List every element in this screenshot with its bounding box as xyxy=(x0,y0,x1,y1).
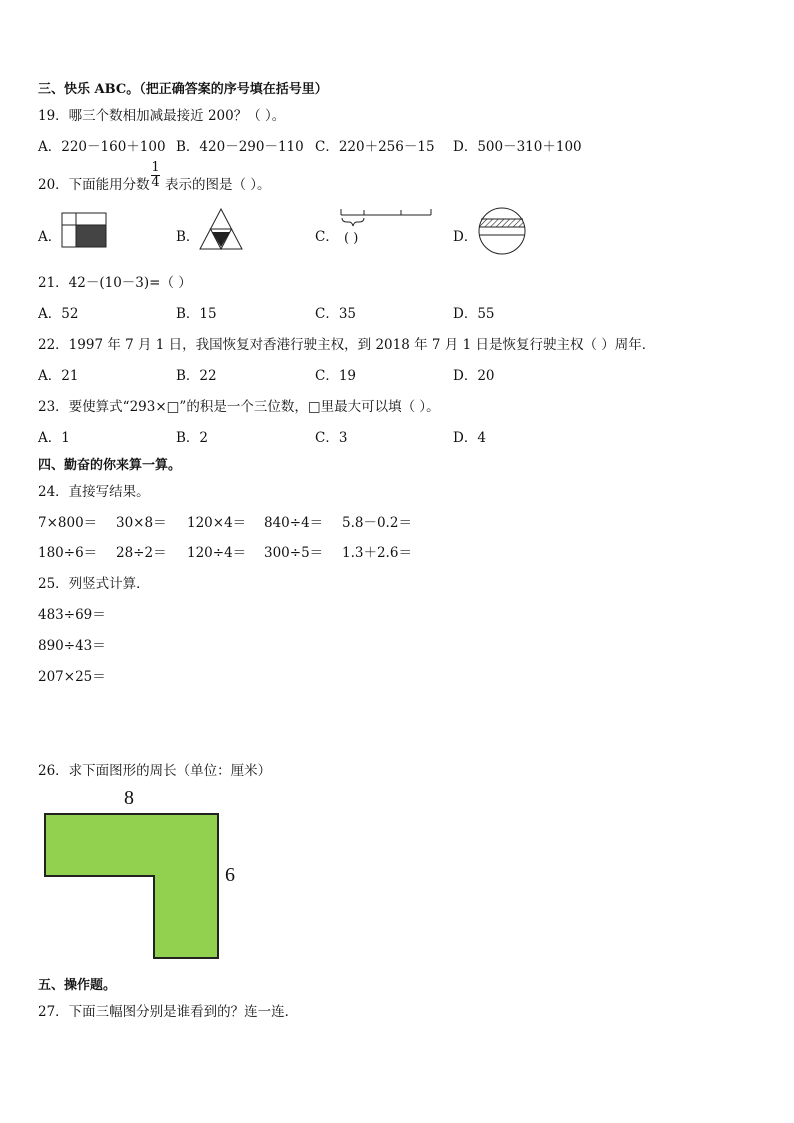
fraction-one-quarter xyxy=(151,161,160,190)
q20-figure-d-circle xyxy=(477,206,527,256)
question-26: 26．求下面图形的周长（单位：厘米） xyxy=(38,763,272,779)
l-shape-figure xyxy=(43,812,221,960)
q22-option-a: A．21 xyxy=(38,368,79,384)
q24-r2-c1: 180÷6＝ xyxy=(38,545,98,561)
q25-item-3: 207×25＝ xyxy=(38,669,106,685)
q24-r1-c1: 7×800＝ xyxy=(38,515,98,531)
question-20-suffix: 表示的图是（ ）。 xyxy=(165,177,271,193)
q23-option-c: C．3 xyxy=(315,430,348,446)
q22-option-d: D．20 xyxy=(453,368,495,384)
q25-item-1: 483÷69＝ xyxy=(38,607,106,623)
section-5-title: 五、操作题。 xyxy=(38,978,117,993)
question-21: 21．42－(10－3)=（ ） xyxy=(38,275,192,291)
q22-option-b: B．22 xyxy=(176,368,217,384)
fraction-numerator: 1 xyxy=(151,160,160,175)
q24-r1-c5: 5.8－0.2＝ xyxy=(342,515,412,531)
q20-option-d-label: D． xyxy=(453,229,478,245)
q24-r2-c3: 120÷4＝ xyxy=(187,545,247,561)
q20-figure-a-square-quarter xyxy=(61,212,107,248)
question-20-prefix: 20．下面能用分数 xyxy=(38,177,150,193)
section-4-title: 四、勤奋的你来算一算。 xyxy=(38,458,182,473)
q20-figure-c-segment-brace xyxy=(338,208,434,230)
question-23: 23．要使算式“293×□”的积是一个三位数，□里最大可以填（ ）。 xyxy=(38,399,440,415)
l-shape-polygon xyxy=(45,814,218,958)
question-25: 25．列竖式计算． xyxy=(38,576,150,592)
q24-r1-c3: 120×4＝ xyxy=(187,515,247,531)
q20-option-a-label: A． xyxy=(38,229,62,245)
q20-c-blank-parens: ( ) xyxy=(344,231,359,246)
q20-figure-b-triangle xyxy=(198,207,244,251)
q21-option-b: B．15 xyxy=(176,306,217,322)
q23-option-d: D．4 xyxy=(453,430,486,446)
q25-item-2: 890÷43＝ xyxy=(38,638,106,654)
section-3-title: 三、快乐 ABC。（把正确答案的序号填在括号里） xyxy=(38,82,328,97)
question-22: 22．1997 年 7 月 1 日，我国恢复对香港行驶主权，到 2018 年 7 月 1 日是恢复行驶主权（ ）周年． xyxy=(38,337,656,353)
fraction-denominator: 4 xyxy=(151,175,160,190)
q23-option-b: B．2 xyxy=(176,430,209,446)
q24-r2-c5: 1.3＋2.6＝ xyxy=(342,545,412,561)
q23-option-a: A．1 xyxy=(38,430,70,446)
q21-option-a: A．52 xyxy=(38,306,79,322)
q24-r2-c2: 28÷2＝ xyxy=(116,545,167,561)
q19-option-d: D．500－310＋100 xyxy=(453,139,582,155)
q20-option-c-label: C． xyxy=(315,229,339,245)
figure-top-length-label: 8 xyxy=(124,787,134,809)
q22-option-c: C．19 xyxy=(315,368,357,384)
figure-side-length-label: 6 xyxy=(225,864,235,886)
q21-option-c: C．35 xyxy=(315,306,357,322)
q24-r2-c4: 300÷5＝ xyxy=(264,545,324,561)
question-24: 24．直接写结果。 xyxy=(38,484,150,500)
q20-option-b-label: B． xyxy=(176,229,200,245)
q19-option-a: A．220－160＋100 xyxy=(38,139,166,155)
q24-r1-c4: 840÷4＝ xyxy=(264,515,324,531)
q24-r1-c2: 30×8＝ xyxy=(116,515,167,531)
q19-option-c: C．220＋256－15 xyxy=(315,139,435,155)
question-27: 27．下面三幅图分别是谁看到的？连一连． xyxy=(38,1004,299,1020)
question-19: 19．哪三个数相加减最接近 200？（ ）。 xyxy=(38,108,286,124)
q19-option-b: B．420－290－110 xyxy=(176,139,304,155)
q21-option-d: D．55 xyxy=(453,306,495,322)
